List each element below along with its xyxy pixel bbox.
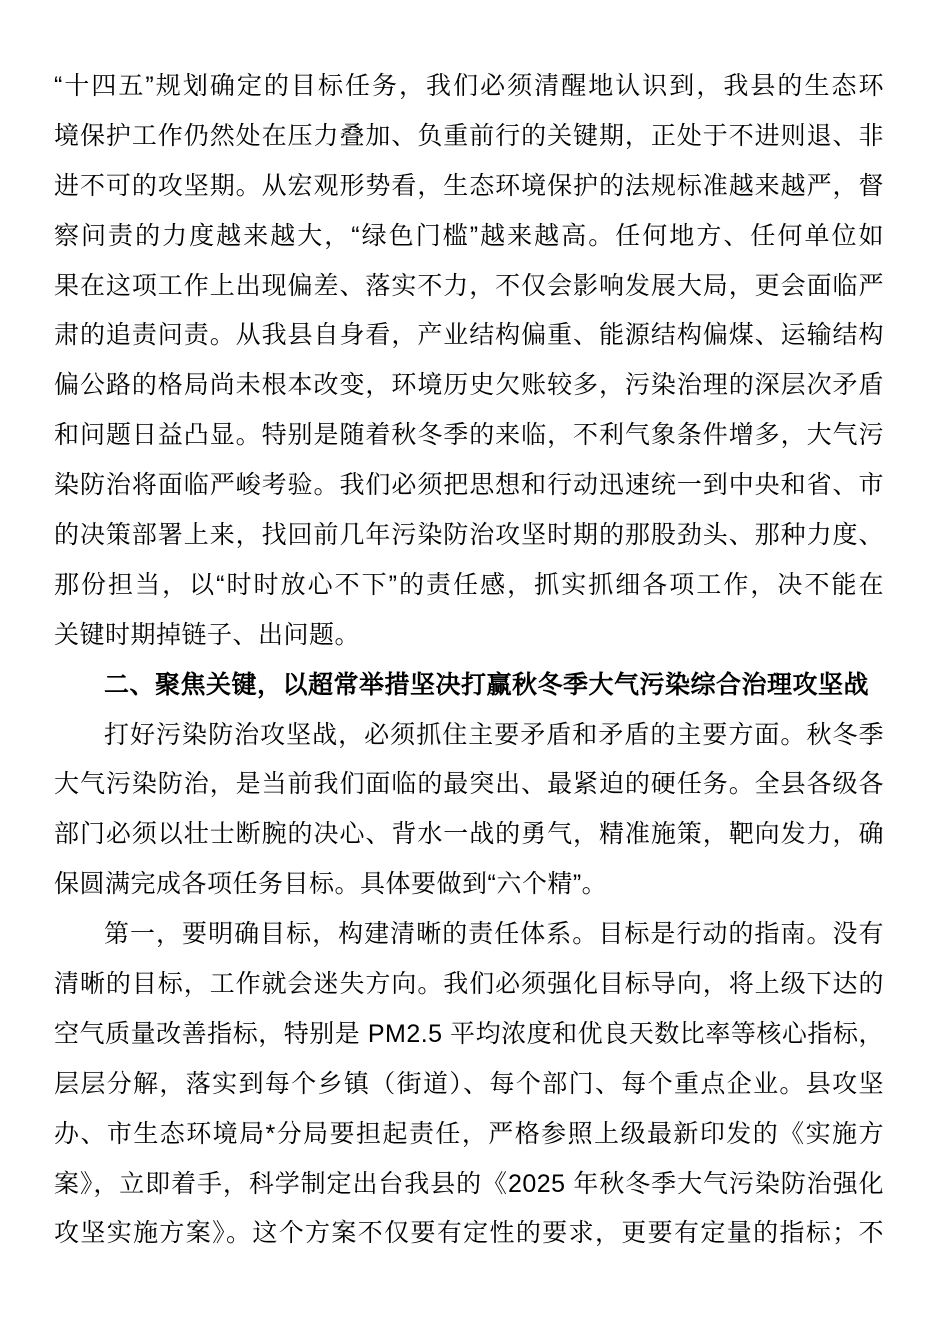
paragraph — [54, 910, 884, 1259]
section-heading — [54, 661, 884, 711]
text-line: 察问责的力度越来越大，“绿色门槛”越来越高。任何地方、任何单位如 — [54, 221, 884, 250]
text-line: 肃的追责问责。从我县自身看，产业结构偏重、能源结构偏煤、运输结构 — [54, 321, 884, 350]
text-line: 攻坚实施方案》。这个方案不仅要有定性的要求，更要有定量的指标；不 — [54, 1219, 884, 1248]
text-line: “十四五”规划确定的目标任务，我们必须清醒地认识到，我县的生态环 — [54, 72, 884, 100]
text-line: 层层分解，落实到每个乡镇（街道）、每个部门、每个重点企业。县攻坚 — [54, 1069, 884, 1098]
paragraph — [54, 711, 884, 911]
text-line: 进不可的攻坚期。从宏观形势看，生态环境保护的法规标准越来越严，督 — [54, 171, 884, 200]
text-line: 大气污染防治，是当前我们面临的最突出、最紧迫的硬任务。全县各级各 — [54, 770, 884, 799]
text-line: 第一，要明确目标，构建清晰的责任体系。目标是行动的指南。没有 — [104, 920, 884, 949]
paragraph — [54, 62, 884, 661]
text-line: 境保护工作仍然处在压力叠加、负重前行的关键期，正处于不进则退、非 — [54, 121, 884, 150]
text-line: 二、聚焦关键，以超常举措坚决打赢秋冬季大气污染综合治理攻坚战 — [104, 670, 870, 699]
text-line: 和问题日益凸显。特别是随着秋冬季的来临，不利气象条件增多，大气污 — [54, 421, 884, 450]
text-line: 那份担当，以“时时放心不下”的责任感，抓实抓细各项工作，决不能在 — [54, 570, 884, 599]
text-line: 办、市生态环境局*分局要担起责任，严格参照上级最新印发的《实施方 — [54, 1119, 884, 1148]
text-line: 空气质量改善指标，特别是 PM2.5 平均浓度和优良天数比率等核心指标， — [54, 1019, 884, 1048]
text-line: 染防治将面临严峻考验。我们必须把思想和行动迅速统一到中央和省、市 — [54, 471, 884, 500]
text-line: 打好污染防治攻坚战，必须抓住主要矛盾和矛盾的主要方面。秋冬季 — [104, 720, 884, 749]
text-line: 的决策部署上来，找回前几年污染防治攻坚时期的那股劲头、那种力度、 — [54, 521, 884, 550]
text-line: 关键时期掉链子、出问题。 — [54, 620, 361, 649]
text-line: 清晰的目标，工作就会迷失方向。我们必须强化目标导向，将上级下达的 — [54, 970, 884, 999]
document-body — [54, 62, 884, 1259]
text-line: 案》，立即着手，科学制定出台我县的《2025 年秋冬季大气污染防治强化 — [54, 1169, 884, 1198]
text-line: 部门必须以壮士断腕的决心、背水一战的勇气，精准施策，靶向发力，确 — [54, 820, 884, 849]
text-line: 保圆满完成各项任务目标。具体要做到“六个精”。 — [54, 870, 608, 899]
text-line: 偏公路的格局尚未根本改变，环境历史欠账较多，污染治理的深层次矛盾 — [54, 371, 884, 400]
text-line: 果在这项工作上出现偏差、落实不力，不仅会影响发展大局，更会面临严 — [54, 271, 884, 300]
